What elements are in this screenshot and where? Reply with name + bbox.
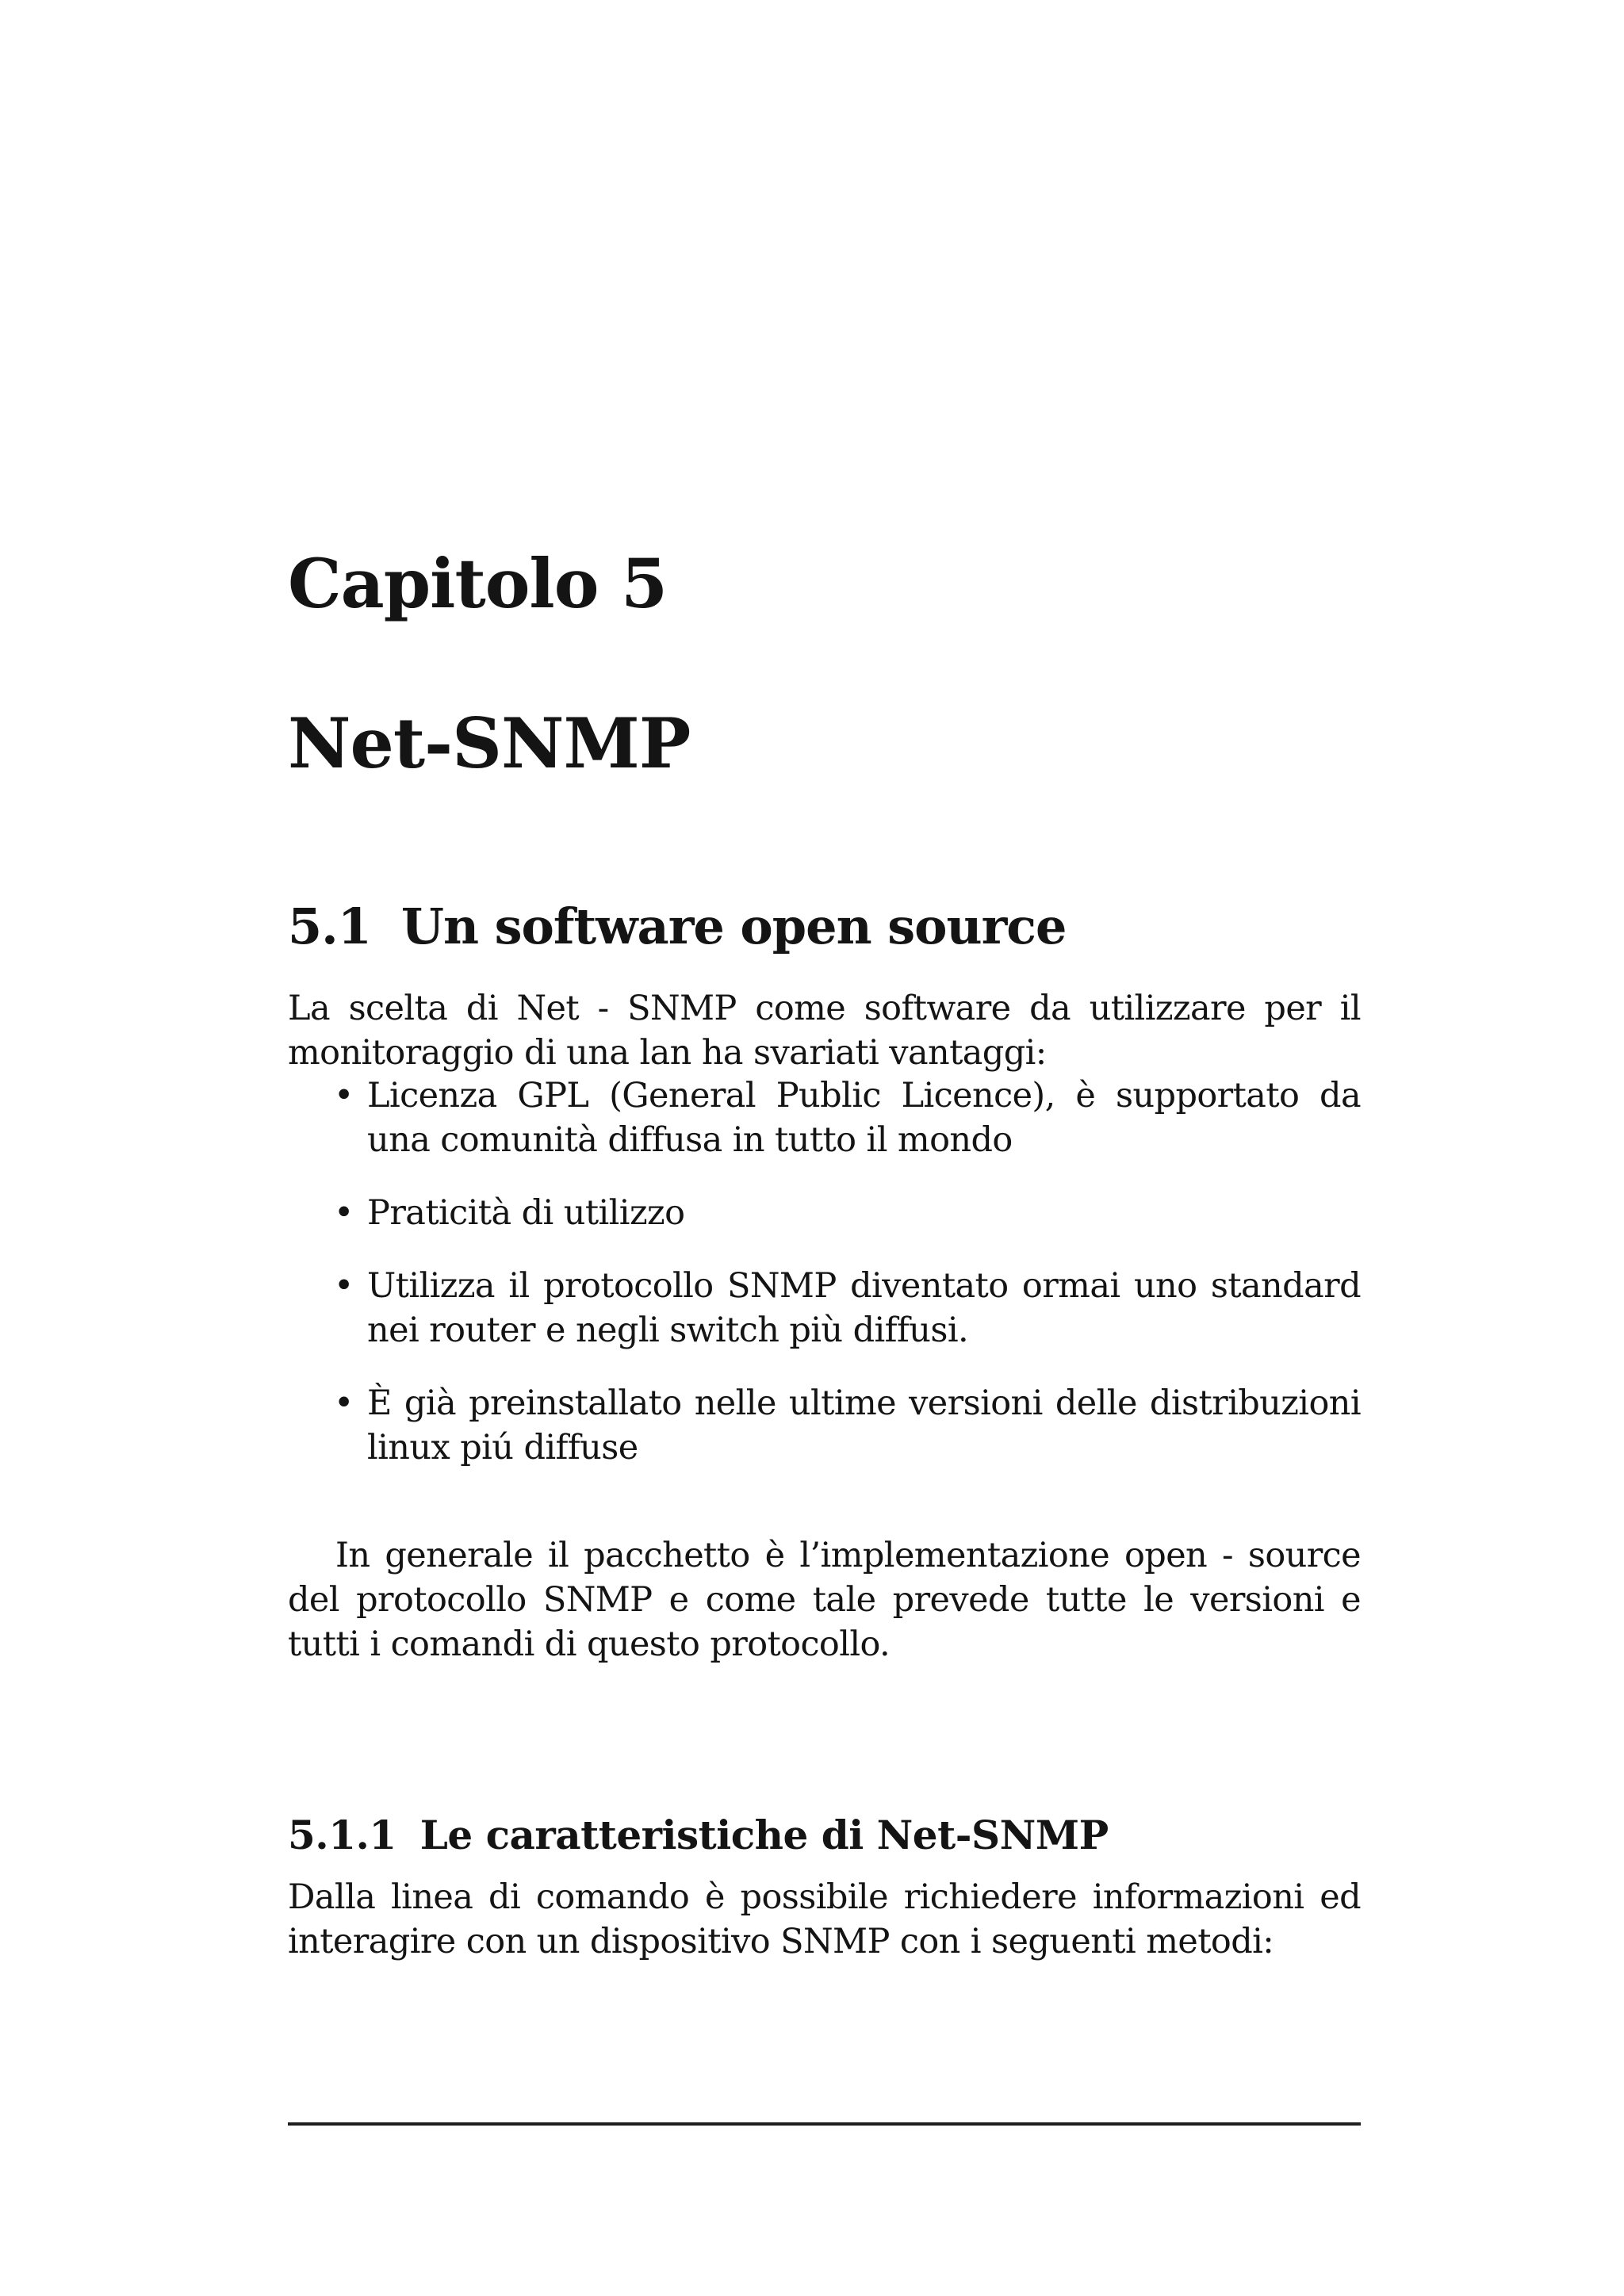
list-item-text: Licenza GPL (General Public Licence), è supportato da una comunità diffusa in tutto il mondo	[367, 1076, 1361, 1160]
section-title: Un software open source	[400, 897, 1067, 956]
bullet-marker-icon: •	[334, 1076, 354, 1115]
chapter-label: Capitolo 5	[288, 544, 668, 624]
subsection-paragraph: Dalla linea di comando è possibile richiedere informazioni ed interagire con un dispositivo SNMP con i seguenti metodi:	[288, 1877, 1361, 1961]
subsection-title: Le caratteristiche di Net-SNMP	[419, 1812, 1109, 1858]
feature-list	[288, 1073, 1361, 1470]
list-item-text: Praticità di utilizzo	[367, 1193, 685, 1233]
footer-rule	[288, 2122, 1361, 2126]
subsection-heading	[288, 1812, 1361, 1858]
intro-paragraph: La scelta di Net - SNMP come software da utilizzare per il monitoraggio di una lan ha svariati vantaggi:	[288, 989, 1361, 1073]
chapter-title: Net-SNMP	[288, 702, 691, 785]
subsection-number: 5.1.1	[288, 1812, 396, 1858]
list-item	[288, 1191, 1361, 1235]
list-item	[288, 1381, 1361, 1470]
list-item-text: Utilizza il protocollo SNMP diventato ormai uno standard nei router e negli switch più diffusi.	[367, 1266, 1361, 1350]
section-number: 5.1	[288, 897, 371, 956]
bullet-marker-icon: •	[334, 1383, 354, 1423]
list-item	[288, 1264, 1361, 1353]
bullet-marker-icon: •	[334, 1266, 354, 1306]
list-item-text: È già preinstallato nelle ultime versioni delle distribuzioni linux piú diffuse	[367, 1383, 1361, 1468]
list-item	[288, 1073, 1361, 1162]
bullet-marker-icon: •	[334, 1193, 354, 1233]
section-heading	[288, 897, 1361, 956]
closing-paragraph: In generale il pacchetto è l’implementazione open - source del protocollo SNMP e come tale prevede tutte le versioni e tutti i comandi di questo protocollo.	[288, 1536, 1361, 1664]
